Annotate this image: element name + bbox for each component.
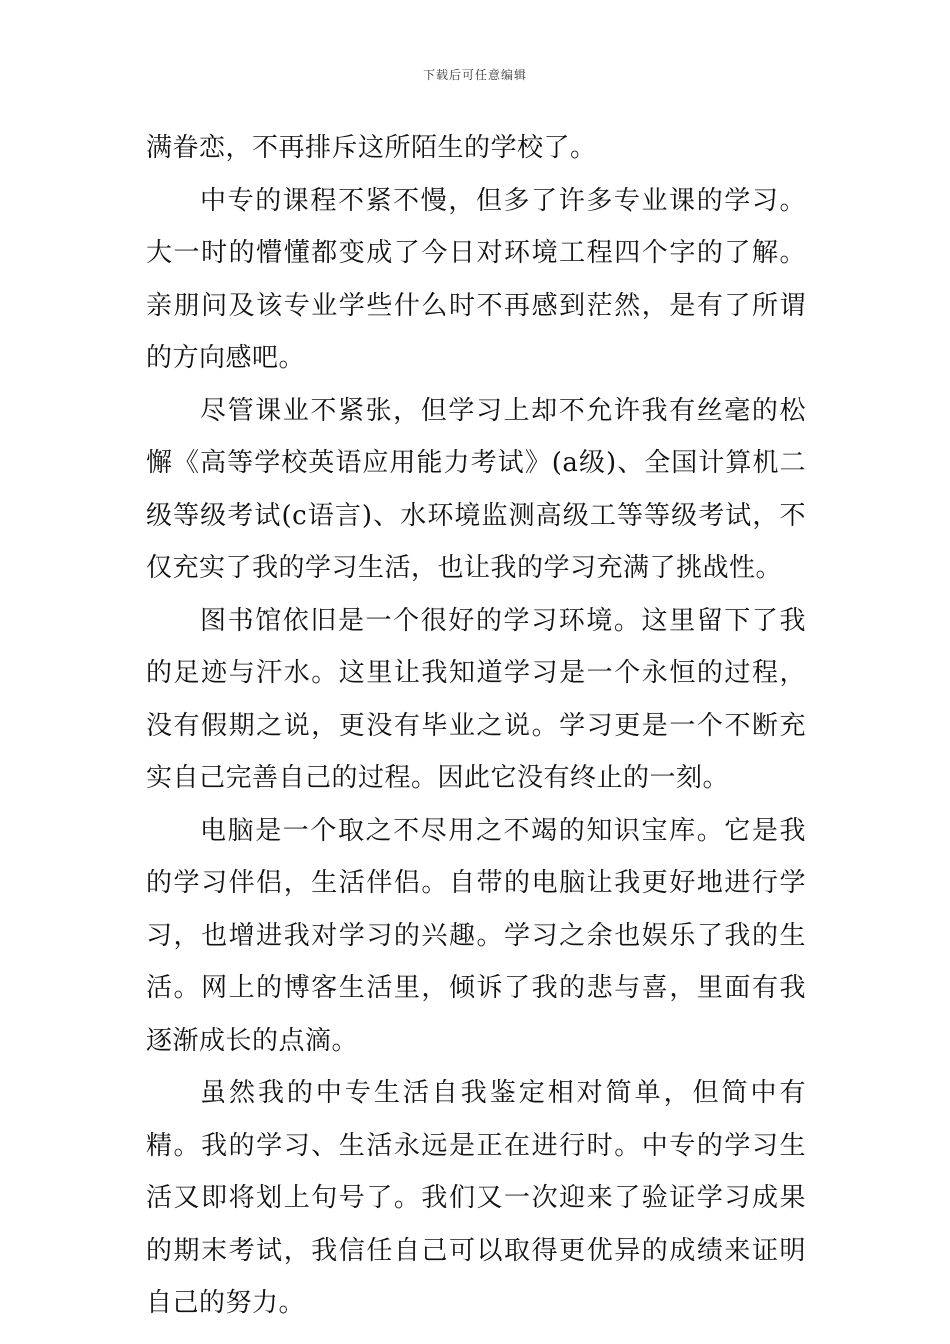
document-body <box>146 122 806 1330</box>
paragraph: 图书馆依旧是一个很好的学习环境。这里留下了我的足迹与汗水。这里让我知道学习是一个永恒的过程，没有假期之说，更没有毕业之说。学习更是一个不断充实自己完善自己的过程。因此它没有终止的一刻。 <box>146 605 806 793</box>
paragraph: 电脑是一个取之不尽用之不竭的知识宝库。它是我的学习伴侣，生活伴侣。自带的电脑让我更好地进行学习，也增进我对学习的兴趣。学习之余也娱乐了我的生活。网上的博客生活里，倾诉了我的悲与喜，里面有我逐渐成长的点滴。 <box>146 815 806 1056</box>
paragraph: 虽然我的中专生活自我鉴定相对简单，但简中有精。我的学习、生活永远是正在进行时。中专的学习生活又即将划上句号了。我们又一次迎来了验证学习成果的期末考试，我信任自己可以取得更优异的成绩来证明自己的努力。 <box>146 1078 806 1318</box>
paragraph: 中专的课程不紧不慢，但多了许多专业课的学习。大一时的懵懂都变成了今日对环境工程四个字的了解。亲朋问及该专业学些什么时不再感到茫然，是有了所谓的方向感吧。 <box>146 185 806 373</box>
page-header: 下载后可任意编辑 <box>422 68 527 82</box>
paragraph: 满眷恋，不再排斥这所陌生的学校了。 <box>146 133 597 163</box>
paragraph: 尽管课业不紧张，但学习上却不允许我有丝毫的松懈《高等学校英语应用能力考试》(a级)、全国计算机二级等级考试(c语言)、水环境监测高级工等等级考试，不仅充实了我的学习生活，也让我的学习充满了挑战性。 <box>146 395 806 583</box>
